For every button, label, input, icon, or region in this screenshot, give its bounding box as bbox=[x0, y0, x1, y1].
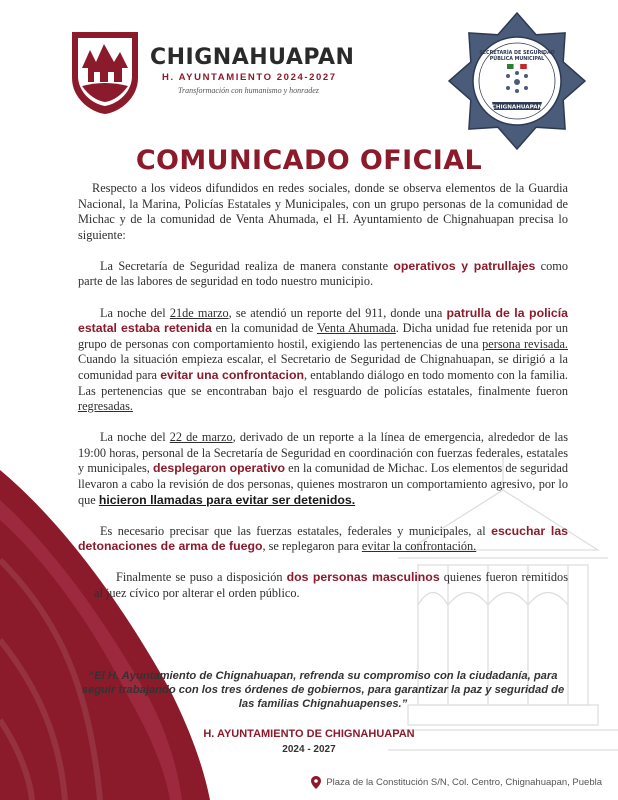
brand-block bbox=[150, 46, 354, 95]
p6-text-c: quienes fueron remitidos al juez cívico por alterar el orden público. bbox=[94, 570, 568, 600]
communique-body bbox=[78, 181, 568, 617]
police-badge-icon bbox=[446, 10, 588, 152]
paragraph-6 bbox=[78, 570, 568, 601]
p3-text-a: La noche del bbox=[100, 305, 170, 320]
p3-highlight-patrol: patrulla de la policía estatal estaba retenida bbox=[78, 305, 569, 336]
signature-block bbox=[0, 727, 618, 757]
p6-highlight: dos personas masculinos bbox=[286, 570, 440, 585]
address-text: Plaza de la Constitución S/N, Col. Centro, Chignahuapan, Puebla bbox=[326, 777, 602, 788]
p3-highlight-avoid: evitar una confrontacion bbox=[160, 367, 304, 382]
paragraph-1: Respecto a los videos difundidos en redes sociales, donde se observa elementos de la Guardia Nacional, la Marina, Policías Estatales y Municipales, con un grupo personas de la comunidad de Michac y de la comunidad de Venta Ahumada, el H. Ayuntamiento de Chignahuapan precisa lo siguiente: bbox=[78, 181, 568, 242]
paragraph-5 bbox=[78, 524, 568, 555]
brand-tagline: Transformación con humanismo y honradez bbox=[178, 86, 319, 95]
p2-text-a: La Secretaría de Seguridad realiza de manera constante bbox=[100, 258, 394, 273]
p3-text-e: en la comunidad de bbox=[211, 321, 317, 336]
badge-line2: PÚBLICA MUNICIPAL bbox=[489, 57, 545, 62]
p3-text-i: Cuando la situación empieza escalar, el Secretario de Seguridad de Chignahuapan, se dirigió a la comunidad para bbox=[78, 352, 568, 382]
page-title: COMUNICADO OFICIAL bbox=[135, 145, 483, 176]
p3-returned: regresadas. bbox=[78, 399, 133, 414]
p3-person: persona revisada. bbox=[482, 336, 568, 351]
p4-text-a: La noche del bbox=[100, 430, 170, 445]
badge-line1: SECRETARÍA DE SEGURIDAD bbox=[479, 51, 555, 56]
p5-text-c: , se replegaron para bbox=[262, 539, 362, 554]
paragraph-2 bbox=[78, 259, 568, 290]
paragraph-4 bbox=[78, 430, 568, 508]
closing-quote: “El H. Ayuntamiento de Chignahuapan, refrenda su compromiso con la ciudadanía, para seguir trabajando con los tres órdenes de gobiernos, para garantizar la paz y seguridad de las familias Chignahuapenses.” bbox=[81, 670, 565, 711]
p3-text-g: . Dicha unidad fue retenida por un grupo de personas con comportamiento hostil, exigiendo las pertenencias de una bbox=[78, 321, 568, 351]
p3-date: 21de marzo bbox=[169, 305, 229, 320]
p4-highlight-calls: hicieron llamadas para evitar ser detenidos. bbox=[98, 492, 356, 507]
brand-subtitle: H. AYUNTAMIENTO 2024-2027 bbox=[162, 72, 337, 83]
p4-highlight-operation: desplegaron operativo bbox=[153, 461, 285, 476]
p4-text-c: , derivado de un reporte a la línea de emergencia, alrededor de las 19:00 horas, personal de la Secretaría de Seguridad en coordinación con fuerzas federales, estatales y municipales, bbox=[78, 430, 568, 476]
paragraph-3 bbox=[78, 306, 568, 415]
badge-city: CHIGNAHUAPAN bbox=[491, 104, 543, 111]
footer-address bbox=[311, 776, 602, 789]
brand-name: CHIGNAHUAPAN bbox=[150, 45, 355, 70]
p2-highlight: operativos y patrullajes bbox=[393, 258, 536, 273]
p2-text-c: como parte de las labores de seguridad en todo nuestro municipio. bbox=[78, 258, 568, 289]
chignahuapan-logo bbox=[68, 28, 142, 116]
p3-text-k: , entablando diálogo en todo momento con la familia. Las pertenencias que se encontraban bajo el resguardo de policías estatales, finalmente fueron bbox=[78, 367, 568, 398]
p4-date: 22 de marzo bbox=[169, 430, 233, 445]
p5-highlight-shots: escuchar las detonaciones de arma de fuego bbox=[78, 523, 568, 554]
p5-text-a: Es necesario precisar que las fuerzas estatales, federales y municipales, al bbox=[100, 523, 492, 538]
p4-text-e: en la comunidad de Michac. Los elementos de seguridad llevaron a cabo la revisión de dos personas, quienes mostraron un comportamiento agresivo, por lo que bbox=[78, 461, 568, 507]
p3-place: Venta Ahumada bbox=[316, 321, 396, 336]
signature-years: 2024 - 2027 bbox=[282, 744, 336, 755]
location-pin-icon bbox=[311, 776, 321, 789]
p5-avoid: evitar la confrontación. bbox=[361, 539, 477, 554]
signature-name: H. AYUNTAMIENTO DE CHIGNAHUAPAN bbox=[203, 728, 415, 740]
p6-text-a: Finalmente se puso a disposición bbox=[116, 570, 287, 585]
p3-text-c: , se atendió un reporte del 911, donde una bbox=[228, 305, 447, 320]
